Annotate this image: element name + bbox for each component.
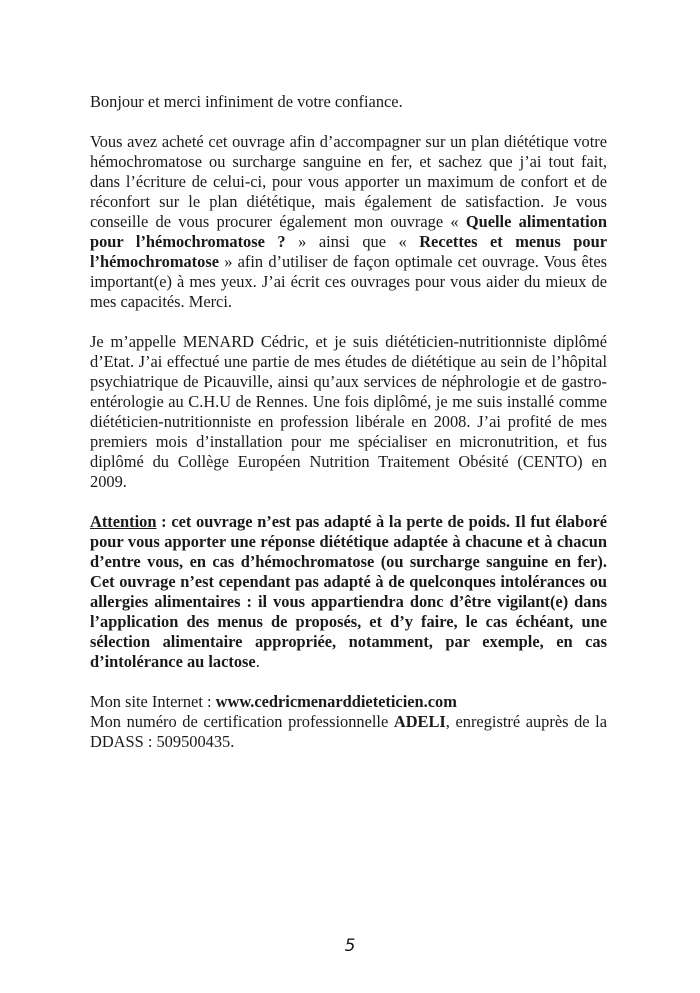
book-title-1: Quelle alimentation pour l’hémochromatose ? (90, 212, 607, 251)
book-title-2: Recettes et menus pour l’hémochromatose (90, 232, 607, 271)
intro-paragraph (90, 132, 607, 312)
warning-end: . (255, 652, 260, 671)
certification-text: Mon numéro de certification professionnelle (90, 712, 394, 731)
intro-text-3: » afin d’utiliser de façon optimale cet ouvrage. Vous êtes important(e) à mes yeux. J’ai écrit ces ouvrages pour vous aider du mieux de mes capacités. Merci. (90, 252, 607, 311)
website-label: Mon site Internet : (90, 692, 216, 711)
certification-number: , enregistré auprès de la DDASS : 509500435. (90, 712, 607, 751)
website-line (90, 692, 607, 712)
author-paragraph: Je m’appelle MENARD Cédric, et je suis diététicien-nutritionniste diplômé d’Etat. J’ai effectué une partie de mes études de diététique au sein de l’hôpital psychiatrique de Picauville, ainsi qu’aux services de néphrologie et de gastro-entérologie au C.H.U de Rennes. Une fois diplômé, je me suis installé comme diététicien-nutritionniste en profession libérale en 2008. J’ai profité de mes premiers mois d’installation pour me spécialiser en micronutrition, et fus diplômé du Collège Européen Nutrition Traitement Obésité (CENTO) en 2009. (90, 332, 607, 491)
adeli-label: ADELI (393, 712, 446, 731)
page-body (90, 92, 607, 752)
warning-label: Attention (90, 512, 157, 531)
page-number: 5 (344, 936, 356, 956)
warning-paragraph (90, 512, 607, 672)
intro-text: Vous avez acheté cet ouvrage afin d’accompagner sur un plan diététique votre hémochromatose ou surcharge sanguine en fer, et sachez que j’ai tout fait, dans l’écriture de celui-ci, pour vous apporter un maximum de confort et de réconfort sur le plan diététique, mais également de satisfaction. Je vous conseille de vous procurer également mon ouvrage « (90, 132, 607, 231)
intro-text-2: » ainsi que « (285, 232, 420, 251)
certification-line (90, 712, 607, 752)
warning-text: : cet ouvrage n’est pas adapté à la perte de poids. Il fut élaboré pour vous apporter une réponse diététique adaptée à chacune et à chacun d’entre vous, en cas d’hémochromatose (ou surcharge sanguine en fer). Cet ouvrage n’est cependant pas adapté à de quelconques intolérances ou allergies alimentaires : il vous appartiendra donc d’être vigilant(e) dans l’application des menus de proposés, et d’y faire, le cas échéant, une sélection alimentaire appropriée, notamment, par exemple, en cas d’intolérance au lactose (90, 512, 607, 671)
website-url: www.cedricmenarddieteticien.com (215, 692, 457, 711)
greeting: Bonjour et merci infiniment de votre confiance. (90, 92, 403, 111)
